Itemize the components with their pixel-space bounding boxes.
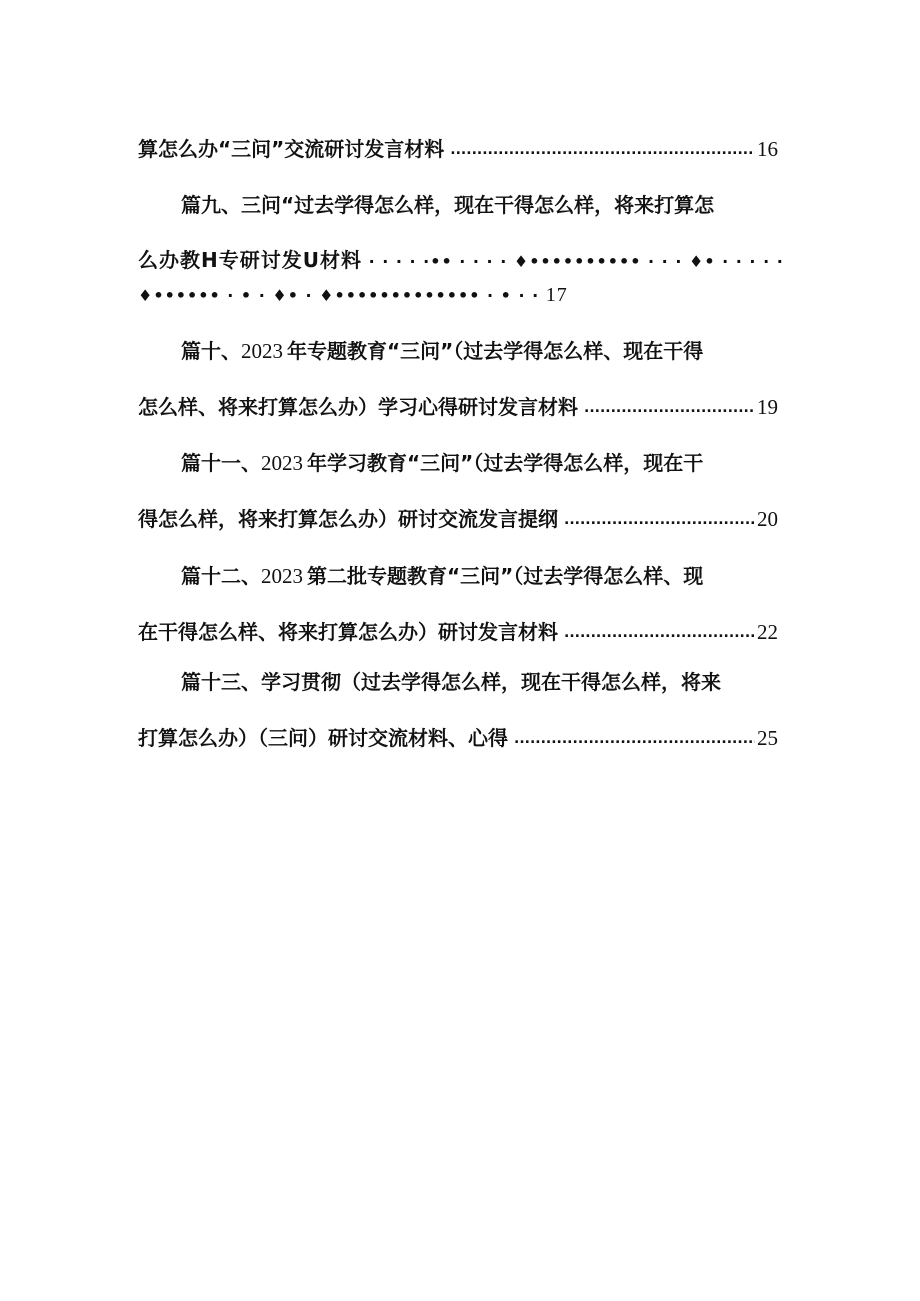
- toc-entry-text: 篇十三、学习贯彻（过去学得怎么样，现在干得怎么样，将来: [181, 670, 721, 694]
- toc-garbled-leader: ♦•••••• · • · ♦• · ♦••••••••••••• · • · ·: [138, 286, 546, 305]
- toc-entry-year: 2023: [261, 451, 303, 475]
- toc-entry-10-line-1[interactable]: [181, 336, 781, 366]
- toc-entry-11-line-1[interactable]: [181, 448, 781, 478]
- toc-entry-text: 么办教H专研讨发U材料: [138, 248, 362, 272]
- toc-page-number: 17: [545, 284, 568, 306]
- toc-entry-8-line-2[interactable]: [138, 134, 778, 164]
- toc-leader-dots: [514, 723, 755, 753]
- toc-entry-prefix: 篇十一、: [181, 451, 261, 475]
- toc-entry-text: 篇九、三问“过去学得怎么样，现在干得怎么样，将来打算怎: [181, 193, 715, 217]
- toc-page-number: 20: [757, 507, 778, 531]
- toc-entry-text: 得怎么样，将来打算怎么办）研讨交流发言提纲: [138, 507, 558, 531]
- toc-entry-text: 在干得怎么样、将来打算怎么办）研讨发言材料: [138, 620, 558, 644]
- toc-entry-year: 2023: [261, 564, 303, 588]
- toc-entry-9-line-3[interactable]: [138, 280, 798, 310]
- toc-leader-dots: [564, 617, 755, 647]
- toc-entry-12-line-2[interactable]: [138, 617, 778, 647]
- toc-page-number: 19: [757, 395, 778, 419]
- toc-leader-dots: [450, 134, 755, 164]
- toc-entry-9-line-1[interactable]: [181, 190, 781, 220]
- toc-entry-text: 算怎么办“三问”交流研讨发言材料: [138, 137, 445, 161]
- toc-page-number: 16: [757, 137, 778, 161]
- toc-entry-13-line-1[interactable]: [181, 667, 781, 697]
- toc-garbled-leader: · · · · ·•• · · · · ♦•••••••••• · · · ♦• · · · · ·: [368, 252, 784, 271]
- toc-leader-dots: [584, 392, 755, 422]
- toc-page-number: 25: [757, 726, 778, 750]
- toc-entry-text: 第二批专题教育“三问”（过去学得怎么样、现: [307, 564, 704, 588]
- toc-entry-12-line-1[interactable]: [181, 561, 781, 591]
- toc-entry-13-line-2[interactable]: [138, 723, 778, 753]
- toc-entry-prefix: 篇十二、: [181, 564, 261, 588]
- toc-entry-11-line-2[interactable]: [138, 504, 778, 534]
- toc-entry-prefix: 篇十、: [181, 339, 241, 363]
- toc-entry-text: 年专题教育“三问”（过去学得怎么样、现在干得: [287, 339, 704, 363]
- toc-entry-text: 年学习教育“三问”（过去学得怎么样，现在干: [307, 451, 704, 475]
- toc-entry-10-line-2[interactable]: [138, 392, 778, 422]
- toc-entry-year: 2023: [241, 339, 283, 363]
- toc-page-number: 22: [757, 620, 778, 644]
- toc-entry-9-line-2[interactable]: [138, 245, 798, 275]
- toc-leader-dots: [564, 504, 755, 534]
- toc-entry-text: 怎么样、将来打算怎么办）学习心得研讨发言材料: [138, 395, 578, 419]
- toc-entry-text: 打算怎么办）（三问）研讨交流材料、心得: [138, 726, 508, 750]
